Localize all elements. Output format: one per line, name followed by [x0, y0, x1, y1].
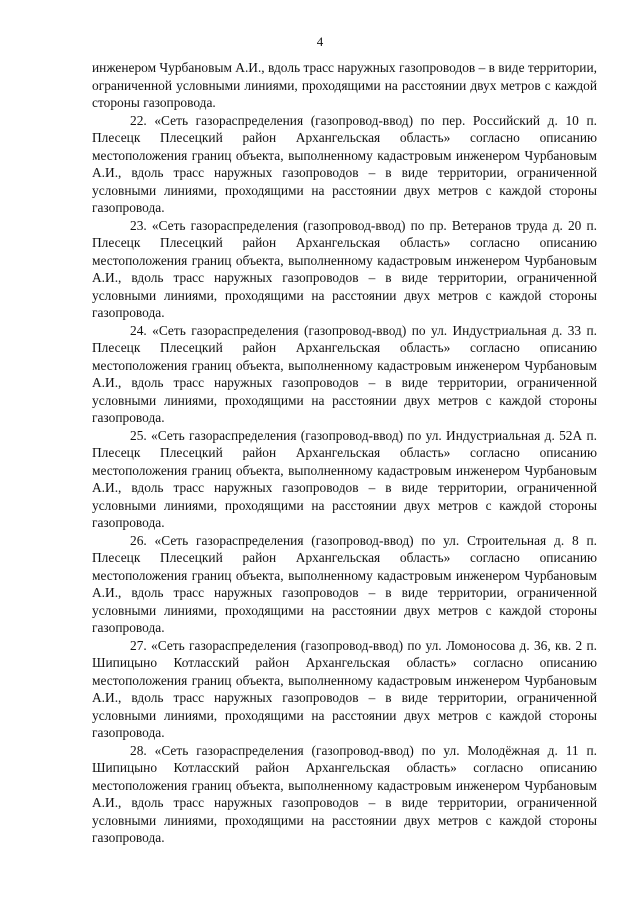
- list-item-23: 23. «Сеть газораспределения (газопровод-ввод) по пр. Ветеранов труда д. 20 п. Плесецк Плесецкий район Архангельская область» согласно описанию местоположения границ объекта, выполненному кадастровым инженером Чурбановым А.И., вдоль трасс наружных газопроводов – в виде территории, ограниченной условными линиями, проходящими на расстоянии двух метров с каждой стороны газопровода.: [92, 217, 597, 320]
- list-item-22: 22. «Сеть газораспределения (газопровод-ввод) по пер. Российский д. 10 п. Плесецк Плесецкий район Архангельская область» согласно описанию местоположения границ объекта, выполненному кадастровым инженером Чурбановым А.И., вдоль трасс наружных газопроводов – в виде территории, ограниченной условными линиями, проходящими на расстоянии двух метров с каждой стороны газопровода.: [92, 112, 597, 215]
- list-item-27: 27. «Сеть газораспределения (газопровод-ввод) по ул. Ломоносова д. 36, кв. 2 п. Шипицыно Котласский район Архангельская область» согласно описанию местоположения границ объекта, выполненному кадастровым инженером Чурбановым А.И., вдоль трасс наружных газопроводов – в виде территории, ограниченной условными линиями, проходящими на расстоянии двух метров с каждой стороны газопровода.: [92, 637, 597, 740]
- document-body: [92, 59, 597, 847]
- list-item-25: 25. «Сеть газораспределения (газопровод-ввод) по ул. Индустриальная д. 52А п. Плесецк Плесецкий район Архангельская область» согласно описанию местоположения границ объекта, выполненному кадастровым инженером Чурбановым А.И., вдоль трасс наружных газопроводов – в виде территории, ограниченной условными линиями, проходящими на расстоянии двух метров с каждой стороны газопровода.: [92, 427, 597, 530]
- list-item-26: 26. «Сеть газораспределения (газопровод-ввод) по ул. Строительная д. 8 п. Плесецк Плесецкий район Архангельская область» согласно описанию местоположения границ объекта, выполненному кадастровым инженером Чурбановым А.И., вдоль трасс наружных газопроводов – в виде территории, ограниченной условными линиями, проходящими на расстоянии двух метров с каждой стороны газопровода.: [92, 532, 597, 635]
- list-item-24: 24. «Сеть газораспределения (газопровод-ввод) по ул. Индустриальная д. 33 п. Плесецк Плесецкий район Архангельская область» согласно описанию местоположения границ объекта, выполненному кадастровым инженером Чурбановым А.И., вдоль трасс наружных газопроводов – в виде территории, ограниченной условными линиями, проходящими на расстоянии двух метров с каждой стороны газопровода.: [92, 322, 597, 425]
- continuation-paragraph: инженером Чурбановым А.И., вдоль трасс наружных газопроводов – в виде территории, ограниченной условными линиями, проходящими на расстоянии двух метров с каждой стороны газопровода.: [92, 60, 597, 110]
- page-number: 4: [316, 34, 324, 49]
- list-item-28: 28. «Сеть газораспределения (газопровод-ввод) по ул. Молодёжная д. 11 п. Шипицыно Котласский район Архангельская область» согласно описанию местоположения границ объекта, выполненному кадастровым инженером Чурбановым А.И., вдоль трасс наружных газопроводов – в виде территории, ограниченной условными линиями, проходящими на расстоянии двух метров с каждой стороны газопровода.: [92, 742, 597, 845]
